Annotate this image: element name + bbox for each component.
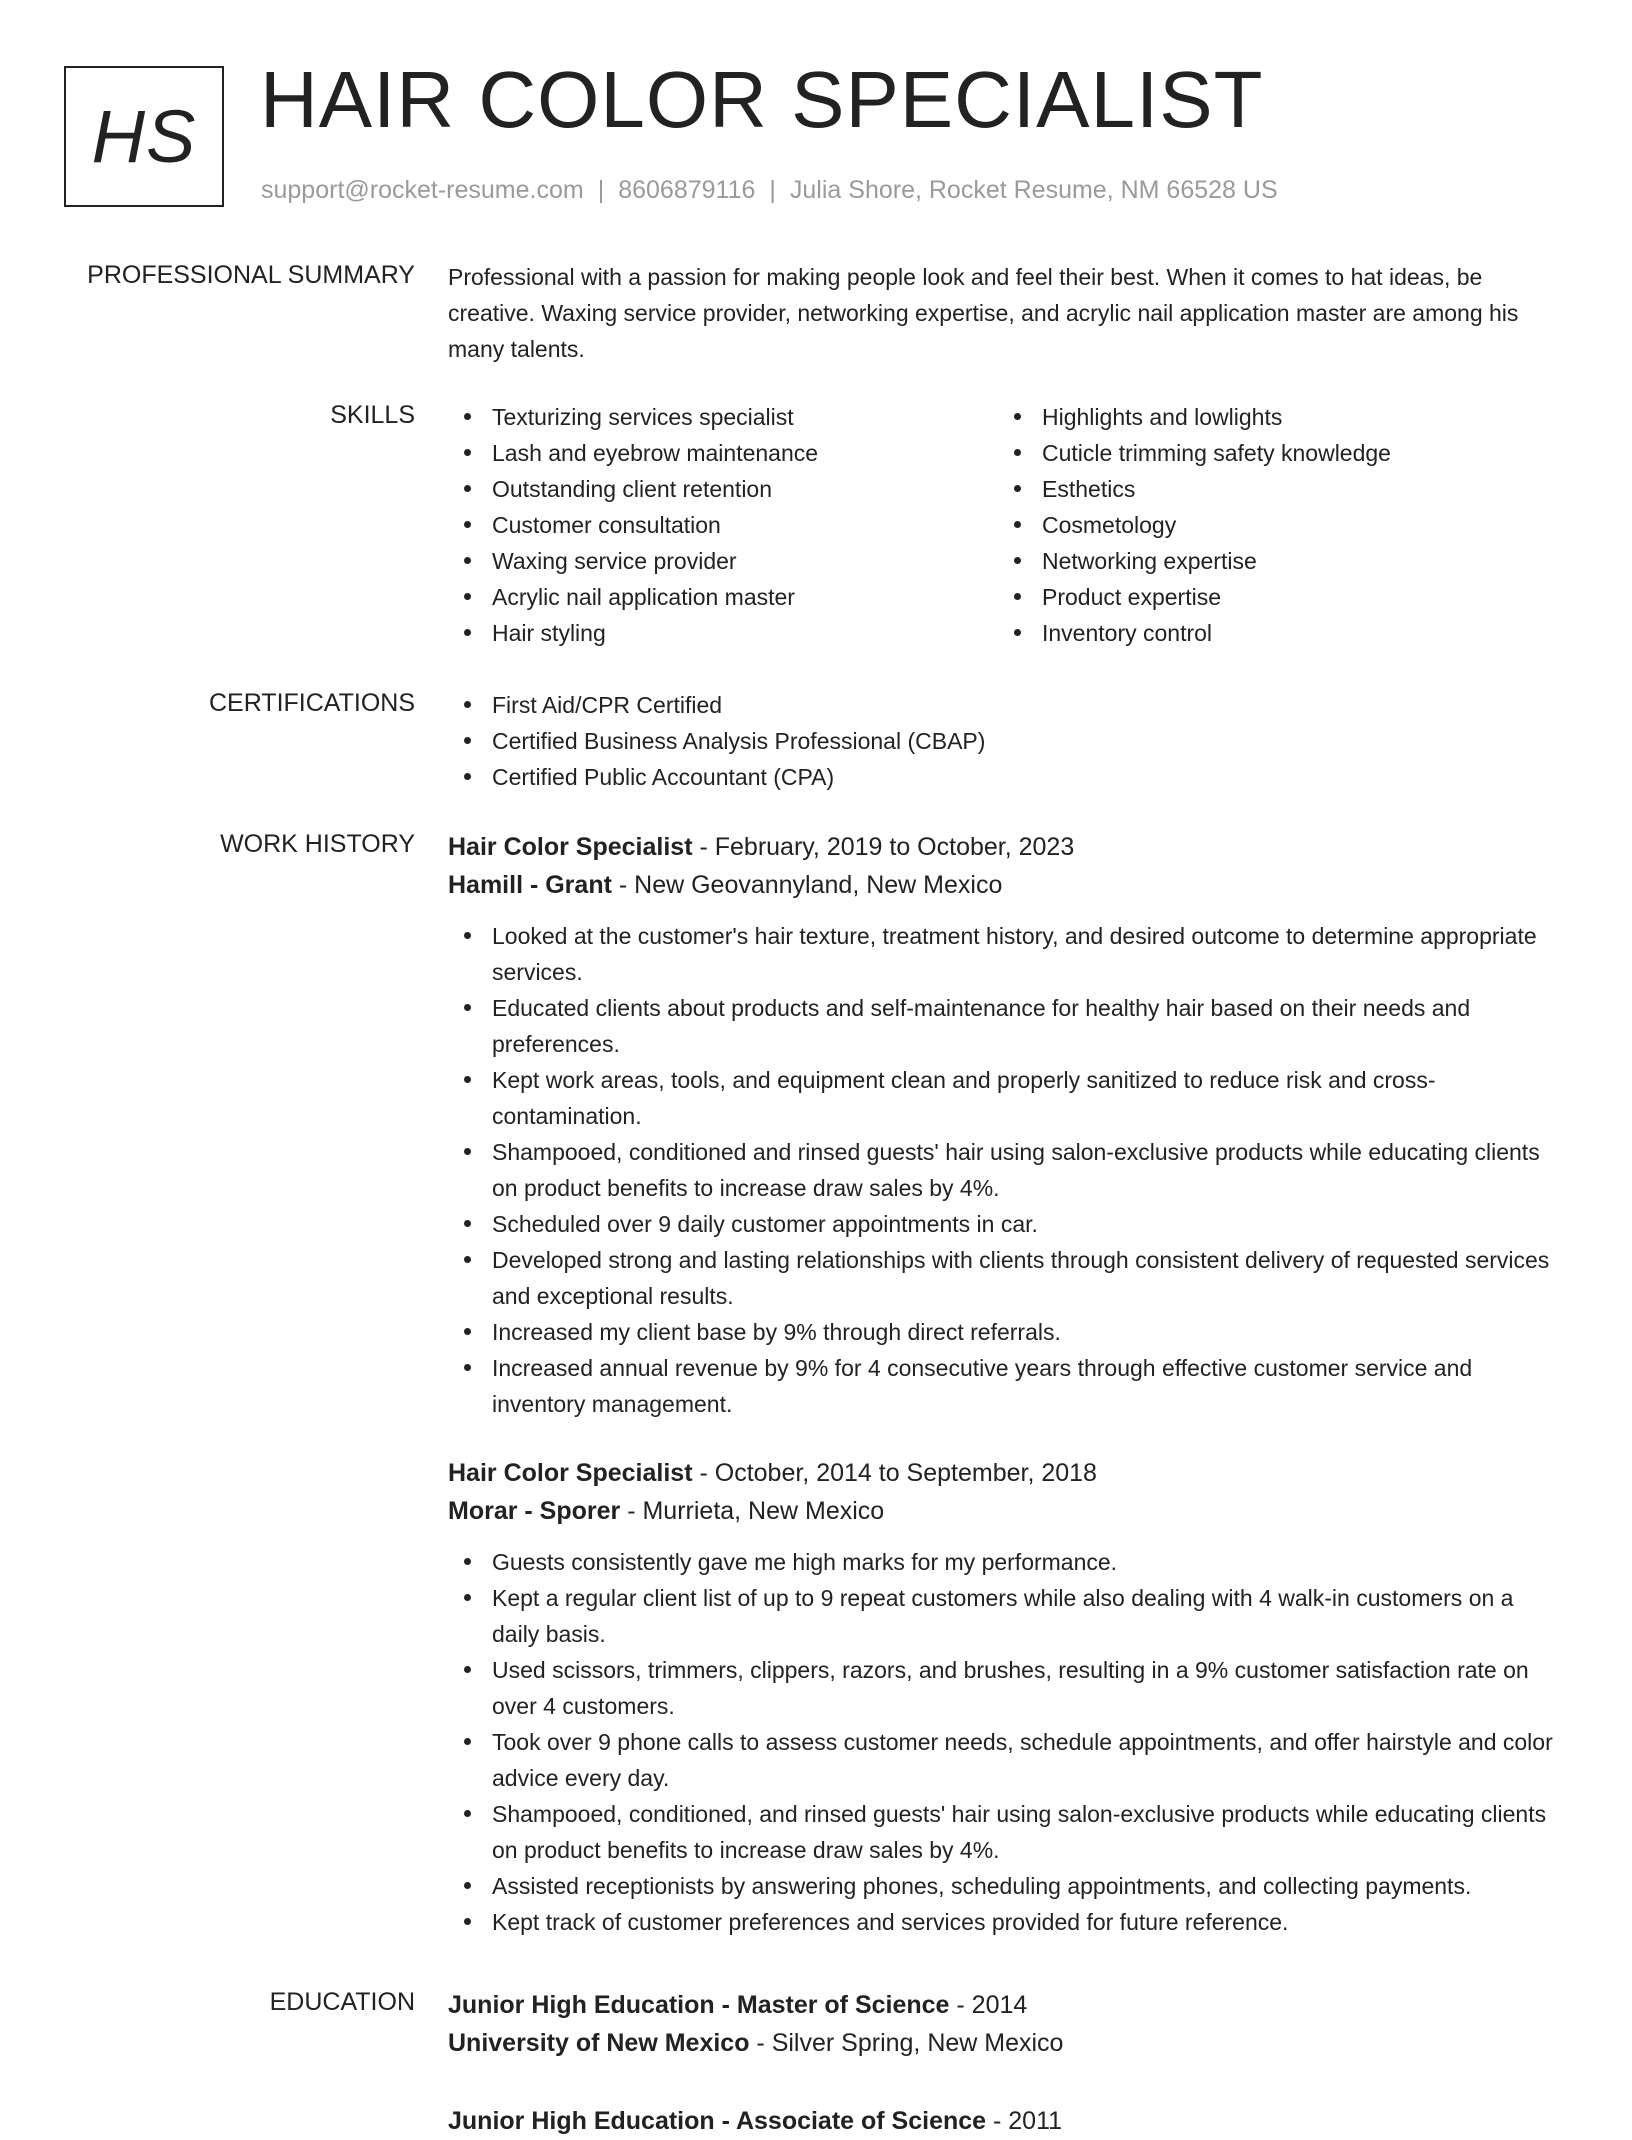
- education-school: University of New Mexico: [448, 2029, 750, 2057]
- job-title-line: [448, 1454, 1560, 1492]
- skill-item: Hair styling: [448, 615, 998, 651]
- job-title: Hair Color Specialist: [448, 833, 693, 861]
- monogram-box: [64, 66, 224, 207]
- job-bullet: Shampooed, conditioned and rinsed guests' hair using salon-exclusive products while educating clients on product benefits to increase draw sales by 4%.: [448, 1134, 1560, 1206]
- job-location: - New Geovannyland, New Mexico: [611, 871, 1003, 899]
- education-location: - Silver Spring, New Mexico: [749, 2029, 1064, 2057]
- skill-item: Cuticle trimming safety knowledge: [998, 435, 1548, 471]
- job-bullet: Guests consistently gave me high marks for my performance.: [448, 1544, 1560, 1580]
- education-year: - 2011: [986, 2107, 1063, 2135]
- job-bullet: Kept track of customer preferences and services provided for future reference.: [448, 1904, 1560, 1940]
- job-dates: - October, 2014 to September, 2018: [692, 1459, 1097, 1487]
- skills-list-right: [998, 399, 1548, 651]
- education-entry: [448, 2102, 1560, 2140]
- job-company-line: [448, 866, 1560, 904]
- section-label-work-history: WORK HISTORY: [220, 830, 415, 858]
- skills-list-left: [448, 399, 998, 651]
- contact-line: [261, 176, 1278, 205]
- skill-item: Networking expertise: [998, 543, 1548, 579]
- section-label-certifications: CERTIFICATIONS: [208, 689, 415, 717]
- job-company: Morar - Sporer: [448, 1497, 621, 1525]
- job-bullet: Kept a regular client list of up to 9 repeat customers while also dealing with 4 walk-in customers on a daily basis.: [448, 1580, 1560, 1652]
- contact-address: Julia Shore, Rocket Resume, NM 66528 US: [789, 176, 1278, 204]
- section-label-education: EDUCATION: [269, 1988, 415, 2016]
- skill-item: Highlights and lowlights: [998, 399, 1548, 435]
- job-entry: [448, 1454, 1560, 1940]
- skill-item: Cosmetology: [998, 507, 1548, 543]
- resume-title: HAIR COLOR SPECIALIST: [260, 55, 1264, 144]
- job-dates: - February, 2019 to October, 2023: [692, 833, 1075, 861]
- job-title: Hair Color Specialist: [448, 1459, 693, 1487]
- skill-item: Inventory control: [998, 615, 1548, 651]
- contact-separator: |: [597, 176, 605, 204]
- job-bullet: Educated clients about products and self-maintenance for healthy hair based on their needs and preferences.: [448, 990, 1560, 1062]
- education-year: - 2014: [949, 1991, 1028, 2019]
- job-bullet: Scheduled over 9 daily customer appointments in car.: [448, 1206, 1560, 1242]
- certifications-list: [448, 687, 1560, 795]
- skill-item: Texturizing services specialist: [448, 399, 998, 435]
- job-bullet: Increased annual revenue by 9% for 4 consecutive years through effective customer service and inventory management.: [448, 1350, 1560, 1422]
- job-bullet: Assisted receptionists by answering phones, scheduling appointments, and collecting payments.: [448, 1868, 1560, 1904]
- education-degree: Junior High Education - Associate of Science: [448, 2107, 987, 2135]
- education-entry: [448, 1986, 1560, 2062]
- job-bullet: Looked at the customer's hair texture, treatment history, and desired outcome to determine appropriate services.: [448, 918, 1560, 990]
- job-company: Hamill - Grant: [448, 871, 612, 899]
- certification-item: First Aid/CPR Certified: [448, 687, 1560, 723]
- job-company-line: [448, 1492, 1560, 1530]
- skill-item: Product expertise: [998, 579, 1548, 615]
- summary-body: [448, 259, 1560, 367]
- skill-item: Esthetics: [998, 471, 1548, 507]
- skill-item: Acrylic nail application master: [448, 579, 998, 615]
- contact-email: support@rocket-resume.com: [261, 176, 584, 204]
- job-location: - Murrieta, New Mexico: [620, 1497, 885, 1525]
- job-title-line: [448, 828, 1560, 866]
- job-bullet: Increased my client base by 9% through direct referrals.: [448, 1314, 1560, 1350]
- monogram-initials: HS: [91, 94, 197, 178]
- contact-separator: |: [769, 176, 776, 204]
- job-bullet-list: [448, 1544, 1560, 1940]
- certifications-body: [448, 687, 1560, 795]
- job-bullet: Took over 9 phone calls to assess customer needs, schedule appointments, and offer hairstyle and color advice every day.: [448, 1724, 1560, 1796]
- education-school-line: [448, 2024, 1560, 2062]
- education-degree-line: [448, 1986, 1560, 2024]
- section-label-summary: PROFESSIONAL SUMMARY: [87, 261, 415, 289]
- education-degree: Junior High Education - Master of Science: [448, 1991, 950, 2019]
- summary-text: Professional with a passion for making people look and feel their best. When it comes to hat ideas, be creative. Waxing service provider, networking expertise, and acrylic nail application master are among his many talents.: [448, 264, 1519, 362]
- job-bullet: Used scissors, trimmers, clippers, razors, and brushes, resulting in a 9% customer satisfaction rate on over 4 customers.: [448, 1652, 1560, 1724]
- skills-body: [448, 399, 1560, 651]
- section-label-skills: SKILLS: [330, 401, 415, 429]
- education-degree-line: [448, 2102, 1560, 2140]
- job-bullet: Kept work areas, tools, and equipment clean and properly sanitized to reduce risk and cross-contamination.: [448, 1062, 1560, 1134]
- job-bullet: Developed strong and lasting relationships with clients through consistent delivery of requested services and exceptional results.: [448, 1242, 1560, 1314]
- skills-grid: [448, 399, 1560, 651]
- skill-item: Lash and eyebrow maintenance: [448, 435, 998, 471]
- job-bullet-list: [448, 918, 1560, 1422]
- skill-item: Customer consultation: [448, 507, 998, 543]
- certification-item: Certified Business Analysis Professional (CBAP): [448, 723, 1560, 759]
- job-entry: [448, 828, 1560, 1422]
- education-body: [448, 1986, 1560, 2140]
- job-bullet: Shampooed, conditioned, and rinsed guests' hair using salon-exclusive products while educating clients on product benefits to increase draw sales by 4%.: [448, 1796, 1560, 1868]
- certification-item: Certified Public Accountant (CPA): [448, 759, 1560, 795]
- contact-phone: 8606879116: [618, 176, 756, 204]
- skill-item: Waxing service provider: [448, 543, 998, 579]
- skill-item: Outstanding client retention: [448, 471, 998, 507]
- work-history-body: [448, 828, 1560, 1940]
